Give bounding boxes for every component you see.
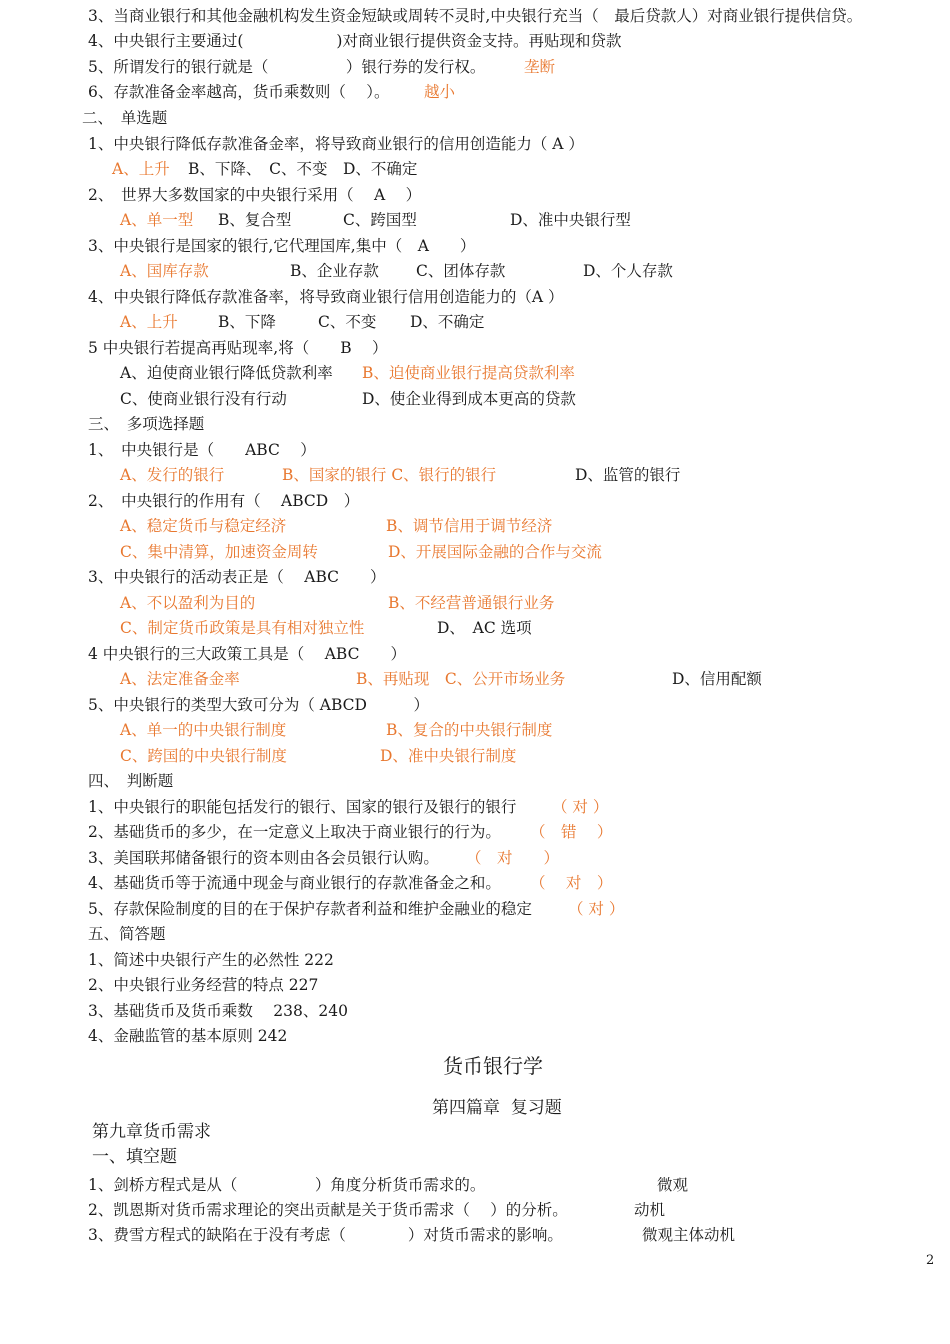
single-q3-option-d: D、个人存款 [583, 262, 673, 280]
single-q2-option-a: A、单一型 [120, 211, 194, 229]
short-question-3: 3、基础货币及货币乘数 238、240 [88, 1002, 348, 1020]
fill-question-3: 3、当商业银行和其他金融机构发生资金短缺或周转不灵时,中央银行充当（ 最后贷款人）对商业银行提供信贷。 [88, 7, 863, 25]
single-q2-option-c: C、跨国型 [343, 211, 417, 229]
judge-answer-1: （ 对 ） [552, 798, 609, 816]
single-q4-option-d: D、不确定 [410, 313, 485, 331]
chapter-heading: 第九章货币需求 [92, 1122, 211, 1142]
single-q1-option-a: A、上升 [112, 160, 170, 178]
fill-question-4: 4、中央银行主要通过( )对商业银行提供资金支持。再贴现和贷款 [88, 32, 622, 50]
multi-q3-option-a: A、不以盈利为目的 [120, 594, 256, 612]
single-q4-option-c: C、不变 [318, 313, 377, 331]
single-question-5: 5 中央银行若提高再贴现率,将（ B ） [88, 339, 388, 357]
money-question-2: 2、凯恩斯对货币需求理论的突出贡献是关于货币需求（ ）的分析。 [88, 1201, 568, 1219]
section-heading-multi: 三、 多项选择题 [88, 415, 205, 433]
judge-question-5: 5、存款保险制度的目的在于保护存款者利益和维护金融业的稳定 [88, 900, 532, 918]
short-question-4: 4、金融监管的基本原则 242 [88, 1027, 288, 1045]
judge-question-4: 4、基础货币等于流通中现金与商业银行的存款准备金之和。 [88, 874, 501, 892]
single-q3-option-b: B、企业存款 [290, 262, 379, 280]
single-q2-option-b: B、复合型 [218, 211, 292, 229]
judge-question-3: 3、美国联邦储备银行的资本则由各会员银行认购。 [88, 849, 439, 867]
single-q5-option-a: A、迫使商业银行降低贷款利率 [120, 364, 333, 382]
money-question-3: 3、费雪方程式的缺陷在于没有考虑（ ）对货币需求的影响。 [88, 1226, 563, 1244]
multi-q5-option-b: B、复合的中央银行制度 [386, 721, 553, 739]
judge-question-1: 1、中央银行的职能包括发行的银行、国家的银行及银行的银行 [88, 798, 517, 816]
single-q5-option-b: B、迫使商业银行提高贷款利率 [362, 364, 575, 382]
section-heading-judge: 四、 判断题 [88, 772, 174, 790]
fill-answer-5: 垄断 [524, 58, 556, 76]
multi-q5-option-c: C、跨国的中央银行制度 [120, 747, 287, 765]
single-question-4: 4、中央银行降低存款准备率，将导致商业银行信用创造能力的（A ） [88, 288, 564, 306]
page-number: 2 [926, 1253, 935, 1268]
fill-question-6: 6、存款准备金率越高，货币乘数则（ ）。 [88, 83, 390, 101]
multi-question-3: 3、中央银行的活动表正是（ ABC ） [88, 568, 386, 586]
multi-q1-option-a: A、发行的银行 [120, 466, 225, 484]
multi-question-4: 4 中央银行的三大政策工具是（ ABC ） [88, 645, 406, 663]
multi-question-5: 5、中央银行的类型大致可分为（ ABCD ） [88, 696, 429, 714]
fill-answer-6: 越小 [424, 83, 456, 101]
money-answer-3: 微观主体动机 [642, 1226, 736, 1244]
single-question-1: 1、中央银行降低存款准备金率，将导致商业银行的信用创造能力（ A ） [88, 135, 584, 153]
judge-answer-5: （ 对 ） [568, 900, 625, 918]
single-q4-option-a: A、上升 [120, 313, 178, 331]
multi-q3-option-d: D、 AC 选项 [437, 619, 532, 637]
multi-q5-option-d: D、准中央银行制度 [380, 747, 517, 765]
single-q5-option-c: C、使商业银行没有行动 [120, 390, 287, 408]
money-question-1: 1、剑桥方程式是从（ ）角度分析货币需求的。 [88, 1176, 486, 1194]
section-heading-short: 五、简答题 [88, 925, 166, 943]
judge-answer-4: （ 对 ） [530, 874, 613, 892]
money-answer-2: 动机 [634, 1201, 666, 1219]
single-q1-options-rest: B、下降、 C、不变 D、不确定 [188, 160, 418, 178]
judge-answer-2: （ 错 ） [530, 823, 613, 841]
multi-question-2: 2、 中央银行的作用有（ ABCD ） [88, 492, 360, 510]
multi-q3-option-b: B、不经营普通银行业务 [388, 594, 555, 612]
multi-q4-option-bc: B、再贴现 C、公开市场业务 [356, 670, 566, 688]
judge-question-2: 2、基础货币的多少，在一定意义上取决于商业银行的行为。 [88, 823, 501, 841]
multi-q4-option-a: A、法定准备金率 [120, 670, 240, 688]
multi-q2-option-c: C、集中清算，加速资金周转 [120, 543, 318, 561]
multi-q1-option-d: D、监管的银行 [575, 466, 681, 484]
single-q3-option-c: C、团体存款 [416, 262, 506, 280]
single-q4-option-b: B、下降 [218, 313, 276, 331]
single-q5-option-d: D、使企业得到成本更高的贷款 [362, 390, 576, 408]
multi-q2-option-a: A、稳定货币与稳定经济 [120, 517, 287, 535]
section-heading-single: 二、 单选题 [82, 109, 168, 127]
part-subtitle: 第四篇章 复习题 [432, 1098, 562, 1118]
multi-q2-option-b: B、调节信用于调节经济 [386, 517, 553, 535]
multi-q4-option-d: D、信用配额 [672, 670, 762, 688]
single-question-2: 2、 世界大多数国家的中央银行采用（ A ） [88, 186, 422, 204]
fill-question-5: 5、所谓发行的银行就是（ ）银行券的发行权。 [88, 58, 486, 76]
multi-q5-option-a: A、单一的中央银行制度 [120, 721, 287, 739]
judge-answer-3: （ 对 ） [466, 849, 560, 867]
single-q3-option-a: A、国库存款 [120, 262, 209, 280]
multi-q1-option-bc: B、国家的银行 C、银行的银行 [282, 466, 497, 484]
short-question-2: 2、中央银行业务经营的特点 227 [88, 976, 319, 994]
single-question-3: 3、中央银行是国家的银行,它代理国库,集中（ A ） [88, 237, 476, 255]
money-answer-1: 微观 [657, 1176, 689, 1194]
short-question-1: 1、简述中央银行产生的必然性 222 [88, 951, 334, 969]
multi-question-1: 1、 中央银行是（ ABC ） [88, 441, 316, 459]
document-title: 货币银行学 [443, 1054, 543, 1078]
multi-q2-option-d: D、开展国际金融的合作与交流 [388, 543, 602, 561]
section-heading-fill: 一、填空题 [92, 1147, 177, 1167]
multi-q3-option-c: C、制定货币政策是具有相对独立性 [120, 619, 365, 637]
single-q2-option-d: D、准中央银行型 [510, 211, 631, 229]
